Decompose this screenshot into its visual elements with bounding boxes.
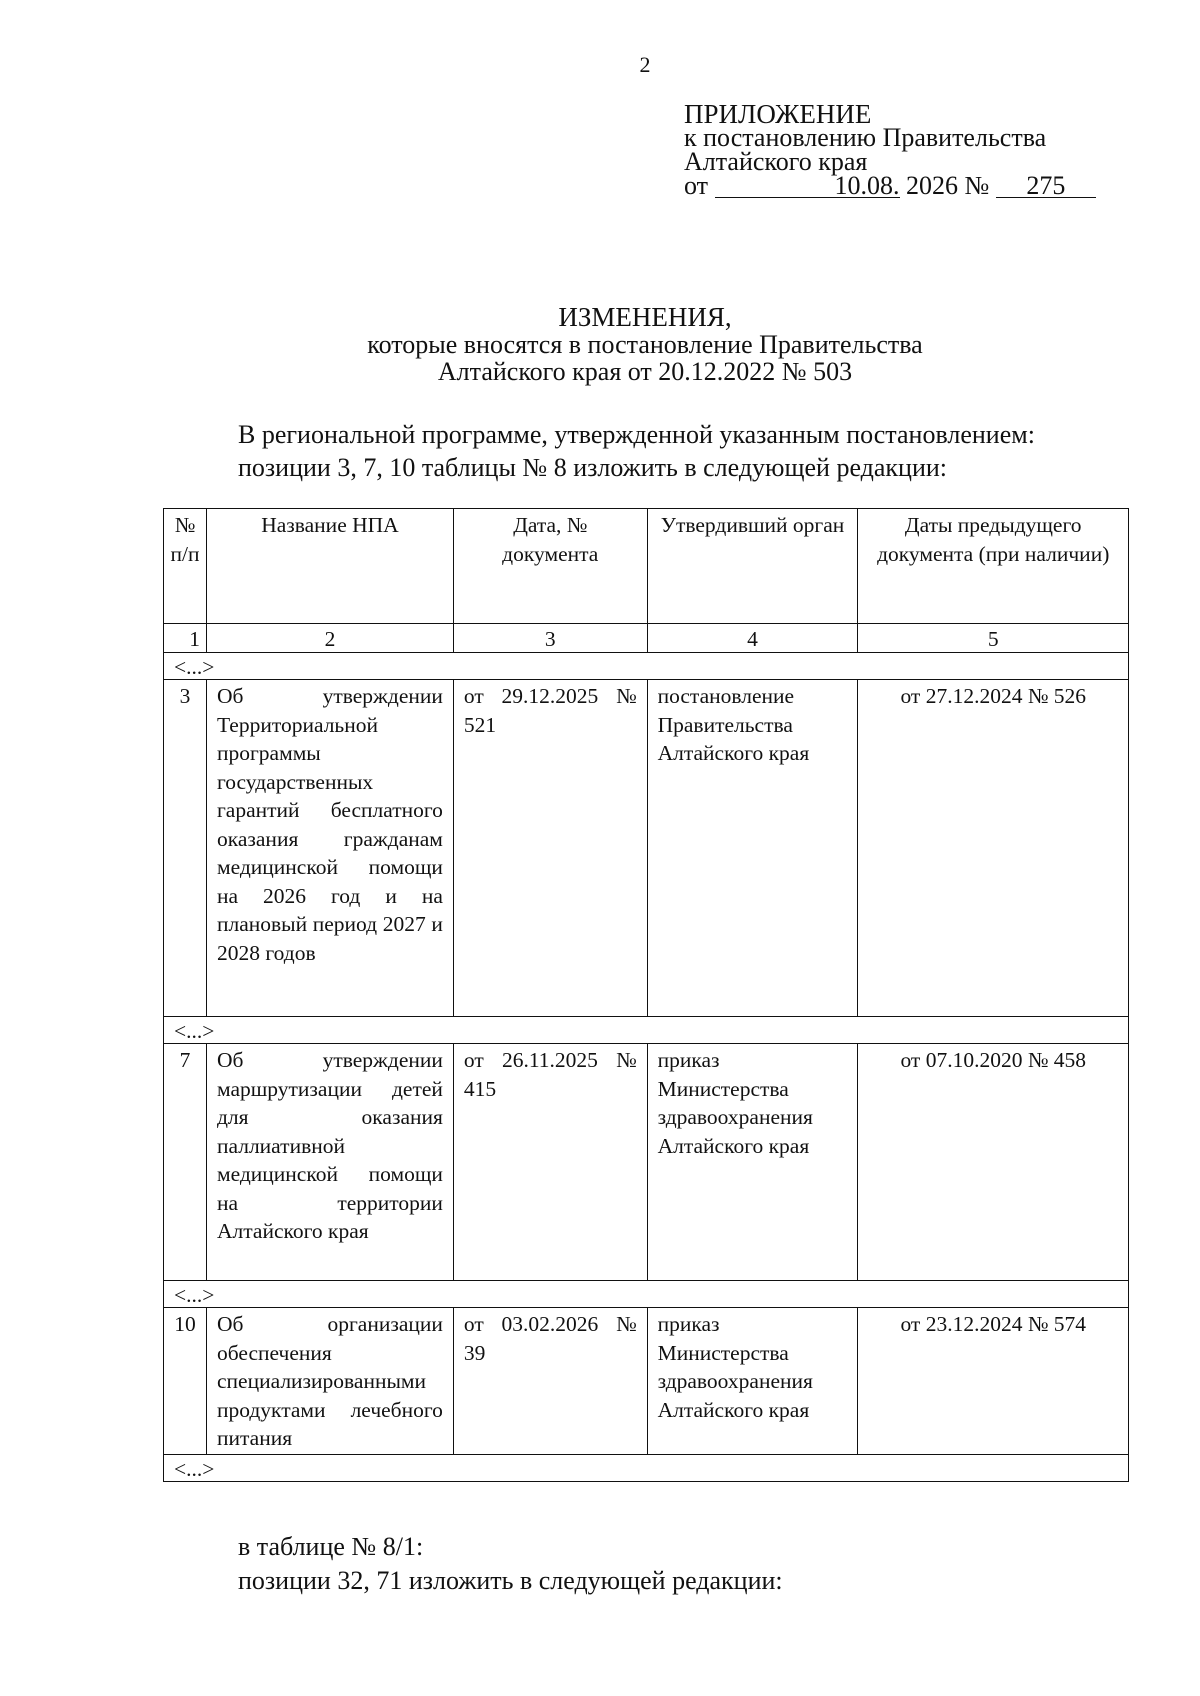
row-previous-cell: от 07.10.2020 № 458 <box>858 1044 1129 1281</box>
column-number-row <box>164 624 1129 653</box>
intro-line-2: позиции 3, 7, 10 таблицы № 8 изложить в следующей редакции: <box>238 453 948 482</box>
table-header-row <box>164 509 1129 624</box>
row-name-cell: Об утверждении Территориальной программы государственных гарантий бесплатного оказания гражданам медицинской помощи на 2026 год и на плановый период 2027 и 2028 годов <box>206 680 453 1017</box>
page-number: 2 <box>639 52 651 77</box>
column-number: 5 <box>858 624 1129 653</box>
ellipsis-row <box>164 1455 1129 1482</box>
row-number-cell: 3 <box>164 680 207 1017</box>
ellipsis-row <box>164 1017 1129 1044</box>
appendix-year: 2026 № <box>906 171 990 200</box>
header-cell-name: Название НПА <box>206 509 453 624</box>
header-cell-date: Дата, № документа <box>453 509 647 624</box>
intro-paragraph <box>238 418 1035 484</box>
ellipsis-row <box>164 1281 1129 1308</box>
intro-line-1: В региональной программе, утвержденной указанным постановлением: <box>238 420 1035 449</box>
ellipsis-cell: <...> <box>164 1281 1129 1308</box>
header-cell-organ: Утвердивший орган <box>647 509 858 624</box>
row-number-cell: 10 <box>164 1308 207 1455</box>
outro-line-1: в таблице № 8/1: <box>238 1532 424 1561</box>
heading-title: ИЗМЕНЕНИЯ, <box>558 302 732 332</box>
row-date-cell: от 29.12.2025 № 521 <box>453 680 647 1017</box>
ellipsis-cell: <...> <box>164 1017 1129 1044</box>
row-previous-cell: от 23.12.2024 № 574 <box>858 1308 1129 1455</box>
ellipsis-cell: <...> <box>164 653 1129 680</box>
appendix-block <box>684 99 1096 200</box>
changes-table <box>163 508 1129 1482</box>
column-number: 2 <box>206 624 453 653</box>
outro-paragraph <box>238 1530 783 1598</box>
heading-line-2: Алтайского края от 20.12.2022 № 503 <box>437 357 853 386</box>
appendix-date-value: 10.08. <box>715 175 900 198</box>
row-number-cell: 7 <box>164 1044 207 1281</box>
row-organ-cell: приказ Министерства здравоохранения Алтайского края <box>647 1308 858 1455</box>
row-name-cell: Об утверждении маршрутизации детей для оказания паллиативной медицинской помощи на территории Алтайского края <box>206 1044 453 1281</box>
column-number: 3 <box>453 624 647 653</box>
column-number: 1 <box>164 624 207 653</box>
table-row <box>164 1308 1129 1455</box>
heading-line-1: которые вносятся в постановление Правительства <box>367 330 923 359</box>
header-cell-previous: Даты предыдущего документа (при наличии) <box>858 509 1129 624</box>
header-cell-number: № п/п <box>164 509 207 624</box>
ellipsis-cell: <...> <box>164 1455 1129 1482</box>
appendix-line-2: Алтайского края <box>684 147 868 176</box>
row-name-cell: Об организации обеспечения специализированными продуктами лечебного питания <box>206 1308 453 1455</box>
ellipsis-row <box>164 653 1129 680</box>
row-date-cell: от 26.11.2025 № 415 <box>453 1044 647 1281</box>
document-heading <box>0 304 1200 385</box>
row-previous-cell: от 27.12.2024 № 526 <box>858 680 1129 1017</box>
appendix-title: ПРИЛОЖЕНИЕ <box>684 99 872 129</box>
row-organ-cell: приказ Министерства здравоохранения Алтайского края <box>647 1044 858 1281</box>
column-number: 4 <box>647 624 858 653</box>
appendix-from-label: от <box>684 171 709 200</box>
appendix-line-1: к постановлению Правительства <box>684 123 1047 152</box>
appendix-number-value: 275 <box>996 175 1096 198</box>
row-organ-cell: постановление Правительства Алтайского края <box>647 680 858 1017</box>
table-row <box>164 1044 1129 1281</box>
row-date-cell: от 03.02.2026 № 39 <box>453 1308 647 1455</box>
table-row <box>164 680 1129 1017</box>
outro-line-2: позиции 32, 71 изложить в следующей редакции: <box>238 1566 783 1595</box>
appendix-date-line <box>684 171 1096 200</box>
